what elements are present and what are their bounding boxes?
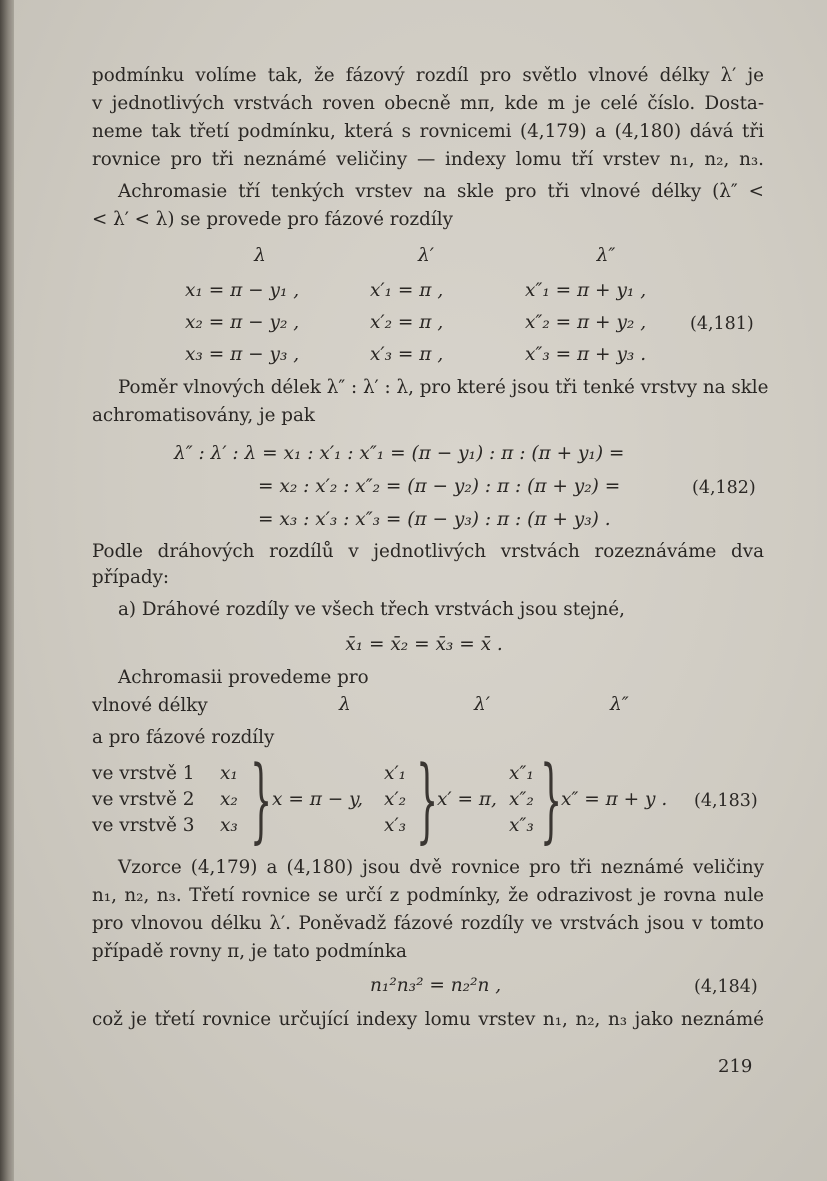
eq183-x-prime: x′₃ [384,815,407,836]
text-line: n₁, n₂, n₃. Třetí rovnice se určí z podmínky, že odrazivost je rovna nule [92,885,764,906]
text-line: Achromasie tří tenkých vrstev na skle pro tři vlnové délky (λ″ < [118,181,764,202]
text-line: neme tak třetí podmínku, která s rovnicemi (4,179) a (4,180) dává tři [92,121,764,142]
eq183-x: x₂ [220,789,238,810]
text-line: případy: [92,567,170,588]
eq183-expression: x″ = π + y . [561,789,668,810]
book-page [14,0,827,1181]
eq181-cell: x₃ = π − y₃ , [185,344,300,365]
eq182-row: = x₂ : x′₂ : x″₂ = (π − y₂) : π : (π + y₂) = [258,476,621,497]
achro-header-lambda: λ [339,694,351,715]
eq183-x-dprime: x″₁ [509,763,534,784]
achro-header-lambda-dprime: λ″ [610,694,629,715]
eq181-cell: x′₂ = π , [370,312,444,333]
text-line: Podle dráhových rozdílů v jednotlivých vrstvách rozeznáváme dva [92,541,764,562]
text-line: Vzorce (4,179) a (4,180) jsou dvě rovnice pro tři neznámé veličiny [118,857,764,878]
right-brace: } [416,746,439,853]
text-line: achromatisovány, je pak [92,405,315,426]
eq181-cell: x″₂ = π + y₂ , [525,312,647,333]
eq183-x: x₁ [220,763,238,784]
right-brace: } [250,746,273,853]
book-spine-shadow [0,0,14,1181]
eq181-cell: x₁ = π − y₁ , [185,280,300,301]
text-line: případě rovny π, je tato podmínka [92,941,407,962]
eq183-x-prime: x′₁ [384,763,407,784]
eq181-cell: x′₁ = π , [370,280,444,301]
text-line: < λ′ < λ) se provede pro fázové rozdíly [92,209,453,230]
eq181-cell: x″₃ = π + y₃ . [525,344,647,365]
page-number: 219 [718,1056,753,1077]
eq182-row: = x₃ : x′₃ : x″₃ = (π − y₃) : π : (π + y₃) . [258,509,611,530]
achro-header-lambda-prime: λ′ [474,694,490,715]
text-line: Achromasii provedeme pro [118,667,369,688]
layer-label: ve vrstvě 1 [92,763,195,784]
eq181-cell: x″₁ = π + y₁ , [525,280,647,301]
eq183-x-dprime: x″₃ [509,815,534,836]
eq181-header-lambda: λ [254,245,266,266]
layer-label: ve vrstvě 2 [92,789,195,810]
eq183-x-dprime: x″₂ [509,789,534,810]
eq184: n₁²n₃² = n₂²n , [370,975,502,996]
equation-number: (4,183) [694,791,758,811]
text-line: pro vlnovou délku λ′. Poněvadž fázové rozdíly ve vrstvách jsou v tomto [92,913,764,934]
text-line: podmínku volíme tak, že fázový rozdíl pro světlo vlnové délky λ′ je [92,65,764,86]
eq181-cell: x′₃ = π , [370,344,444,365]
right-brace: } [540,746,563,853]
equation-number: (4,182) [692,478,756,498]
text-line: a) Dráhové rozdíly ve všech třech vrstvách jsou stejné, [118,599,625,620]
equal-path-differences-equation: x̄₁ = x̄₂ = x̄₃ = x̄ . [345,634,503,655]
eq181-header-lambda-dprime: λ″ [596,245,616,266]
text-line: a pro fázové rozdíly [92,727,275,748]
equation-number: (4,181) [690,314,754,334]
eq182-row: λ″ : λ′ : λ = x₁ : x′₁ : x″₁ = (π − y₁) : π : (π + y₁) = [174,443,625,464]
layer-label: ve vrstvě 3 [92,815,195,836]
eq183-x: x₃ [220,815,238,836]
eq183-expression: x′ = π, [437,789,497,810]
eq183-expression: x = π − y, [272,789,363,810]
eq181-header-lambda-prime: λ′ [418,245,434,266]
text-line: což je třetí rovnice určující indexy lomu vrstev n₁, n₂, n₃ jako neznámé [92,1009,764,1030]
eq181-cell: x₂ = π − y₂ , [185,312,300,333]
text-line: v jednotlivých vrstvách roven obecně mπ, kde m je celé číslo. Dosta- [92,93,764,114]
eq183-x-prime: x′₂ [384,789,407,810]
text-line: vlnové délky [92,695,208,716]
text-line: Poměr vlnových délek λ″ : λ′ : λ, pro které jsou tři tenké vrstvy na skle [118,377,769,398]
text-line: rovnice pro tři neznámé veličiny — indexy lomu tří vrstev n₁, n₂, n₃. [92,149,764,170]
equation-number: (4,184) [694,977,758,997]
